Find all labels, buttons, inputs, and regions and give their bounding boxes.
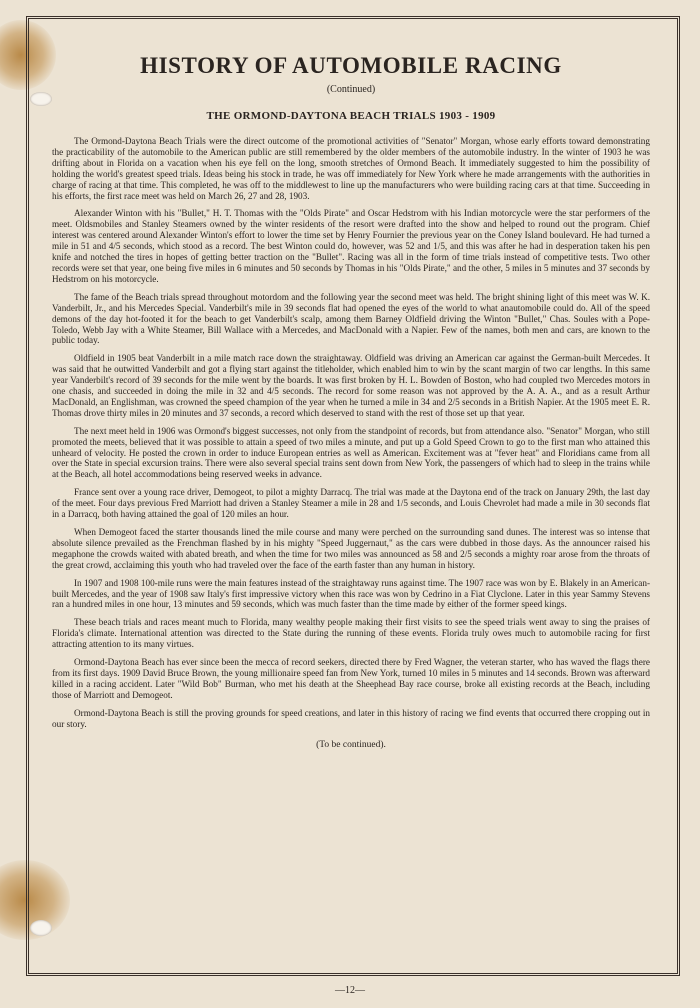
paragraph: Ormond-Daytona Beach is still the proving grounds for speed creations, and later in this history of racing we find events that occurred there cropping out in our story. <box>52 707 650 729</box>
paragraph: Oldfield in 1905 beat Vanderbilt in a mile match race down the straightaway. Oldfield was driving an American car against the German-built Mercedes. It was said that he outwitted Vanderbilt and got a flying start against the titleholder, which enabled him to win by the scant margin of two car lengths. In this same year Vanderbilt's record of 39 seconds for the mile went by the boards. It was first broken by H. L. Bowden of Boston, who had coupled two Mercedes motors in one chasis, and succeeded in doing the mile in 32 and 4/5 seconds. The record for some reason was not approved by the A. A. A., and as a result Arthur MacDonald, an Englishman, was crowned the speed champion of the year when he turned a mile in 34 and 2/5 seconds in a British Napier. At the 1905 meet E. R. Thomas drove thirty miles in 20 minutes and 37 seconds, a record which deserved to stand with the rest of those set up that year. <box>52 353 650 418</box>
paragraph: The fame of the Beach trials spread throughout motordom and the following year the second meet was held. The bright shining light of this meet was W. K. Vanderbilt, Jr., and his Mercedes Special. Vanderbilt's mile in 39 seconds flat had opened the eyes of the world to what anautomobile could do. All of the speed demons of the day hot-footed it for the beach to get Vanderbilt's scalp, among them Barney Oldfield driving the Winton "Bullet," Chas. Soules with a Pope-Toledo, Webb Jay with a White Steamer, Bill Wallace with a Mercedes, and MacDonald with a Napier. Few of the names, both men and cars, are known to the public today. <box>52 291 650 346</box>
paragraph: The Ormond-Daytona Beach Trials were the direct outcome of the promotional activities of "Senator" Morgan, whose early efforts toward demonstrating the practicability of the automobile to the American public are still remembered by the older members of the automobile industry. In the winter of 1903 he was drifting about in Florida on a vacation when his eye fell on the long, smooth stretches of Ormond Beach. It immediately suggested to him the possibility of holding the world's greatest speed trials. Ideas being his stock in trade, he was off immediately for New York where he made arrangements with the authorities in charge of racing at that time. This completed, he was off to the middlewest to line up the manufacturers who were building racing cars at that time. Succeeding in his efforts, the first race meet was held on March 26, 27 and 28, 1903. <box>52 136 650 201</box>
to-be-continued: (To be continued). <box>316 739 386 750</box>
article <box>52 52 650 750</box>
paragraph: France sent over a young race driver, Demogeot, to pilot a mighty Darracq. The trial was made at the Daytona end of the track on January 29th, the last day of the meet. Four days previous Fred Marriott had driven a Stanley Steamer a mile in 28 and 1/5 seconds, and Louis Chevrolet had made a mile in 30 seconds flat in a Darracq, both having attained the goal of 120 miles an hour. <box>52 487 650 520</box>
paragraph: In 1907 and 1908 100-mile runs were the main features instead of the straightaway runs against time. The 1907 race was won by E. Blakely in an American-built Mercedes, and the year of 1908 saw Italy's first impressive victory when this race was won by Cedrino in a Fiat Clyclone. Later in this year Sammy Stevens ran a hundred miles in one hour, 13 minutes and 59 seconds, which was much faster than the time made by either of the former speed kings. <box>52 577 650 610</box>
paragraph: The next meet held in 1906 was Ormond's biggest successes, not only from the standpoint of records, but from attendance also. "Senator" Morgan, who still promoted the meets, believed that it was possible to attain a speed of two miles a minute, and put up a Gold Speed Crown to go to the first man who attained this unheard of velocity. He posted the crown in order to induce European entries as well as American. Excitement was at "fever heat" and Floridians came from all over the State in special excursion trains. There were also several special trains sent down from New York, the passengers of which had to sleep in the trains while at the Beach, all hotel accommodations being reserved weeks in advance. <box>52 425 650 480</box>
page-number: —12— <box>335 985 365 996</box>
page-title: HISTORY OF AUTOMOBILE RACING <box>140 53 562 78</box>
paragraph: These beach trials and races meant much to Florida, many wealthy people making their first visits to see the speed trials went away to sing the praises of Florida's climate. International attention was directed to the State during the running of these events. Florida truly owes much to automobile racing for first attracting attention to its many virtues. <box>52 617 650 650</box>
paragraph: Ormond-Daytona Beach has ever since been the mecca of record seekers, directed there by Fred Wagner, the veteran starter, who has waved the flags there from its first days. 1909 David Bruce Brown, the young millionaire speed fan from New York, turned 10 miles in 5 minutes and 14 seconds. Brown was afterward killed in a racing accident. Later "Wild Bob" Burman, who met his death at the Sheephead Bay race course, broke all existing records at the Beach, including those of Marriott and Demogeot. <box>52 657 650 700</box>
continued-label: (Continued) <box>326 84 376 95</box>
paragraph: When Demogeot faced the starter thousands lined the mile course and many were perched on the surrounding sand dunes. The interest was so intense that absolute silence prevailed as the Frenchman flashed by in his mighty "Speed Juggernaut," as the cars were dubbed in those days. As the announcer raised his megaphone the crowds waited with abated breath, and when the time for two miles was announced as 58 and 2/5 seconds a mighty roar arose from the throats of the great crowd, acclaiming this youth who had traveled over the face of the earth faster than any human in history. <box>52 527 650 570</box>
paragraph: Alexander Winton with his "Bullet," H. T. Thomas with the "Olds Pirate" and Oscar Hedstrom with his Indian motorcycle were the star performers of the meet. Oldsmobiles and Stanley Steamers owned by the winter residents of the resort were drafted into the show and helped to round out the program. Chief interest was centered around Alexander Winton's effort to lower the time set by Henry Fournier the previous year on the Coney Island boulevard. He had turned a mile in 51 and 4/5 seconds, which stood as a record. The best Winton could do, however, was 52 and 1/5, and this was after he had in desperation taken his pen knife and notched the tires in hopes of getting better traction on the "Bullet". Racing was all in the form of time trials instead of competitive tests. Two other records were set that year, one being five miles in 6 minutes and 50 seconds by Thomas in his "Olds Pirate," and the other, 5 miles in 5 minutes and 37 seconds by Hedstrom on his motorcycle. <box>52 208 650 284</box>
section-heading: THE ORMOND-DAYTONA BEACH TRIALS 1903 - 1909 <box>206 110 496 122</box>
